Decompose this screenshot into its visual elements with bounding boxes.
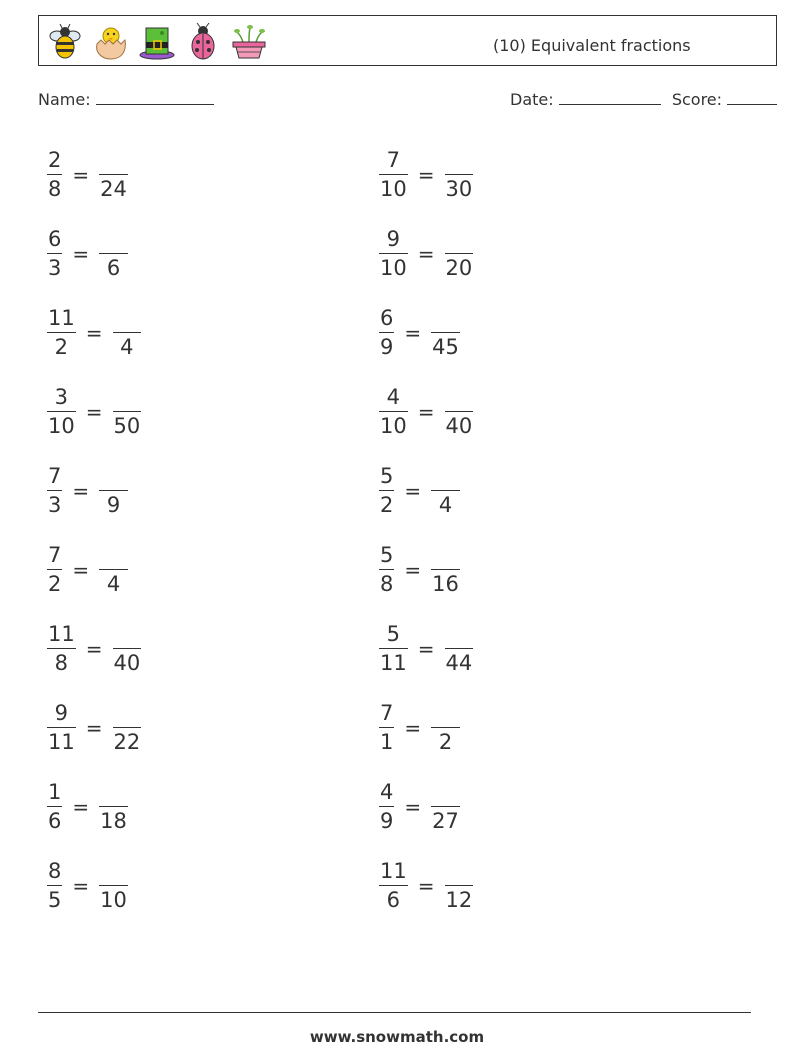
bee-icon xyxy=(45,22,85,62)
fraction-bar xyxy=(47,411,76,413)
score-blank[interactable] xyxy=(727,92,777,105)
equals-sign: = xyxy=(85,321,103,345)
given-fraction xyxy=(379,384,408,439)
answer-fraction xyxy=(431,308,460,359)
fraction-bar xyxy=(445,885,474,887)
fraction-numerator: 8 xyxy=(48,858,62,883)
answer-fraction xyxy=(445,861,474,912)
fraction-problem xyxy=(47,459,128,523)
fraction-denominator: 3 xyxy=(48,256,62,281)
fraction-bar xyxy=(445,174,474,176)
fraction-numerator: 7 xyxy=(48,463,62,488)
target-denominator: 10 xyxy=(100,888,127,913)
answer-fraction xyxy=(445,624,474,675)
equals-sign: = xyxy=(417,400,435,424)
equals-sign: = xyxy=(72,479,90,503)
answer-fraction xyxy=(445,150,474,201)
given-fraction xyxy=(379,621,408,676)
fraction-bar xyxy=(379,806,394,808)
fraction-problem xyxy=(47,222,128,286)
fraction-problem xyxy=(379,301,460,365)
fraction-denominator: 3 xyxy=(48,493,62,518)
target-denominator: 50 xyxy=(113,414,141,439)
fraction-problem xyxy=(47,538,128,602)
fraction-denominator: 8 xyxy=(380,572,394,597)
answer-fraction xyxy=(113,624,142,675)
given-fraction xyxy=(47,779,62,834)
equals-sign: = xyxy=(404,716,422,740)
fraction-numerator: 11 xyxy=(380,858,407,883)
equals-sign: = xyxy=(417,874,435,898)
fraction-denominator: 1 xyxy=(380,730,394,755)
equals-sign: = xyxy=(417,163,435,187)
fraction-bar xyxy=(47,806,62,808)
fraction-problem xyxy=(379,538,460,602)
given-fraction xyxy=(379,779,394,834)
target-denominator: 4 xyxy=(106,572,121,597)
fraction-denominator: 2 xyxy=(48,572,62,597)
answer-fraction xyxy=(99,782,128,833)
target-denominator: 44 xyxy=(445,651,473,676)
target-denominator: 6 xyxy=(106,256,121,281)
fraction-bar xyxy=(431,569,460,571)
flower-pot-icon xyxy=(229,22,269,62)
fraction-numerator: 4 xyxy=(386,384,401,409)
given-fraction xyxy=(379,700,394,755)
fraction-problem xyxy=(47,301,141,365)
fraction-bar xyxy=(47,569,62,571)
answer-fraction xyxy=(113,308,142,359)
target-denominator: 4 xyxy=(120,335,134,360)
leprechaun-hat-icon xyxy=(137,22,177,62)
equals-sign: = xyxy=(404,795,422,819)
fraction-problem xyxy=(47,380,141,444)
fraction-numerator: 4 xyxy=(380,779,394,804)
fraction-bar xyxy=(99,174,128,176)
equals-sign: = xyxy=(72,795,90,819)
fraction-problem xyxy=(47,775,128,839)
fraction-problem xyxy=(379,143,473,207)
given-fraction xyxy=(47,147,62,202)
fraction-bar xyxy=(47,174,62,176)
fraction-denominator: 11 xyxy=(48,730,75,755)
equals-sign: = xyxy=(404,321,422,345)
target-denominator: 12 xyxy=(445,888,473,913)
given-fraction xyxy=(47,384,76,439)
fraction-numerator: 9 xyxy=(386,226,401,251)
given-fraction xyxy=(379,147,408,202)
given-fraction xyxy=(47,621,76,676)
fraction-problem xyxy=(47,143,128,207)
fraction-bar xyxy=(431,490,460,492)
answer-fraction xyxy=(445,229,474,280)
fraction-problem xyxy=(379,617,473,681)
fraction-bar xyxy=(379,174,408,176)
fraction-denominator: 11 xyxy=(380,651,407,676)
answer-fraction xyxy=(113,387,142,438)
fraction-problem xyxy=(379,222,473,286)
given-fraction xyxy=(47,305,76,360)
ladybug-icon xyxy=(183,22,223,62)
fraction-bar xyxy=(47,648,76,650)
fraction-problem xyxy=(47,854,128,918)
name-label: Name: xyxy=(38,90,91,109)
fraction-problem xyxy=(379,459,460,523)
fraction-denominator: 10 xyxy=(380,256,407,281)
target-denominator: 40 xyxy=(445,414,473,439)
fraction-numerator: 9 xyxy=(54,700,69,725)
target-denominator: 40 xyxy=(113,651,141,676)
fraction-problem xyxy=(379,854,473,918)
equals-sign: = xyxy=(404,558,422,582)
target-denominator: 22 xyxy=(113,730,141,755)
answer-fraction xyxy=(99,545,128,596)
footer-website: www.snowmath.com xyxy=(309,1028,485,1046)
fraction-bar xyxy=(431,727,460,729)
fraction-denominator: 10 xyxy=(48,414,75,439)
fraction-denominator: 6 xyxy=(386,888,401,913)
fraction-bar xyxy=(113,648,142,650)
fraction-problem xyxy=(379,696,460,760)
fraction-bar xyxy=(99,806,128,808)
fraction-numerator: 11 xyxy=(48,305,75,330)
target-denominator: 4 xyxy=(438,493,453,518)
target-denominator: 2 xyxy=(438,730,453,755)
fraction-denominator: 9 xyxy=(380,809,394,834)
fraction-numerator: 6 xyxy=(48,226,62,251)
answer-fraction xyxy=(431,703,460,754)
fraction-bar xyxy=(431,806,460,808)
fraction-denominator: 2 xyxy=(380,493,394,518)
fraction-bar xyxy=(445,411,474,413)
target-denominator: 9 xyxy=(106,493,121,518)
equals-sign: = xyxy=(72,163,90,187)
fraction-numerator: 7 xyxy=(380,700,394,725)
given-fraction xyxy=(379,305,394,360)
fraction-bar xyxy=(113,332,142,334)
equals-sign: = xyxy=(72,242,90,266)
answer-fraction xyxy=(99,150,128,201)
fraction-numerator: 11 xyxy=(48,621,75,646)
fraction-denominator: 8 xyxy=(54,651,69,676)
given-fraction xyxy=(47,463,62,518)
fraction-numerator: 5 xyxy=(380,542,394,567)
equals-sign: = xyxy=(85,400,103,424)
fraction-numerator: 5 xyxy=(380,463,394,488)
fraction-bar xyxy=(379,569,394,571)
target-denominator: 27 xyxy=(432,809,459,834)
fraction-bar xyxy=(99,490,128,492)
given-fraction xyxy=(47,226,62,281)
fraction-bar xyxy=(47,727,76,729)
worksheet-title: (10) Equivalent fractions xyxy=(493,36,691,55)
given-fraction xyxy=(379,463,394,518)
fraction-bar xyxy=(99,253,128,255)
fraction-numerator: 7 xyxy=(48,542,62,567)
target-denominator: 24 xyxy=(100,177,127,202)
target-denominator: 16 xyxy=(432,572,459,597)
fraction-bar xyxy=(379,411,408,413)
fraction-bar xyxy=(379,253,408,255)
target-denominator: 45 xyxy=(432,335,459,360)
fraction-bar xyxy=(445,648,474,650)
given-fraction xyxy=(379,542,394,597)
fraction-numerator: 7 xyxy=(386,147,401,172)
fraction-bar xyxy=(379,490,394,492)
fraction-bar xyxy=(47,253,62,255)
fraction-numerator: 3 xyxy=(54,384,69,409)
fraction-bar xyxy=(113,411,142,413)
fraction-denominator: 8 xyxy=(48,177,62,202)
fraction-bar xyxy=(379,332,394,334)
fraction-bar xyxy=(99,885,128,887)
equals-sign: = xyxy=(72,558,90,582)
fraction-bar xyxy=(47,490,62,492)
worksheet-header xyxy=(38,15,777,66)
fraction-bar xyxy=(379,727,394,729)
fraction-numerator: 1 xyxy=(48,779,62,804)
fraction-problem xyxy=(47,617,141,681)
answer-fraction xyxy=(99,466,128,517)
fraction-bar xyxy=(445,253,474,255)
equals-sign: = xyxy=(404,479,422,503)
chick-in-egg-icon xyxy=(91,22,131,62)
date-blank[interactable] xyxy=(559,92,661,105)
name-blank[interactable] xyxy=(96,92,214,105)
fraction-bar xyxy=(99,569,128,571)
answer-fraction xyxy=(431,545,460,596)
fraction-numerator: 2 xyxy=(48,147,62,172)
fraction-denominator: 10 xyxy=(380,414,407,439)
given-fraction xyxy=(47,542,62,597)
given-fraction xyxy=(47,858,62,913)
fraction-numerator: 5 xyxy=(386,621,401,646)
target-denominator: 30 xyxy=(445,177,473,202)
fraction-numerator: 6 xyxy=(380,305,394,330)
fraction-bar xyxy=(47,885,62,887)
fraction-bar xyxy=(379,885,408,887)
equals-sign: = xyxy=(85,716,103,740)
equals-sign: = xyxy=(417,242,435,266)
answer-fraction xyxy=(431,466,460,517)
target-denominator: 20 xyxy=(445,256,473,281)
equals-sign: = xyxy=(72,874,90,898)
fraction-denominator: 9 xyxy=(380,335,394,360)
target-denominator: 18 xyxy=(100,809,127,834)
fraction-bar xyxy=(379,648,408,650)
answer-fraction xyxy=(113,703,142,754)
date-score-field xyxy=(510,90,777,109)
fraction-problem xyxy=(379,380,473,444)
fraction-denominator: 5 xyxy=(48,888,62,913)
answer-fraction xyxy=(99,861,128,912)
fraction-denominator: 10 xyxy=(380,177,407,202)
answer-fraction xyxy=(99,229,128,280)
score-label: Score: xyxy=(671,90,723,109)
equals-sign: = xyxy=(417,637,435,661)
fraction-denominator: 6 xyxy=(48,809,62,834)
fraction-bar xyxy=(431,332,460,334)
answer-fraction xyxy=(431,782,460,833)
equals-sign: = xyxy=(85,637,103,661)
given-fraction xyxy=(47,700,76,755)
fraction-problem xyxy=(379,775,460,839)
fraction-bar xyxy=(113,727,142,729)
fraction-problem xyxy=(47,696,141,760)
date-label: Date: xyxy=(510,90,554,109)
answer-fraction xyxy=(445,387,474,438)
given-fraction xyxy=(379,226,408,281)
name-field xyxy=(38,90,214,109)
header-icons xyxy=(45,22,269,62)
footer-divider xyxy=(38,1012,751,1013)
fraction-bar xyxy=(47,332,76,334)
given-fraction xyxy=(379,858,408,913)
fraction-denominator: 2 xyxy=(54,335,69,360)
